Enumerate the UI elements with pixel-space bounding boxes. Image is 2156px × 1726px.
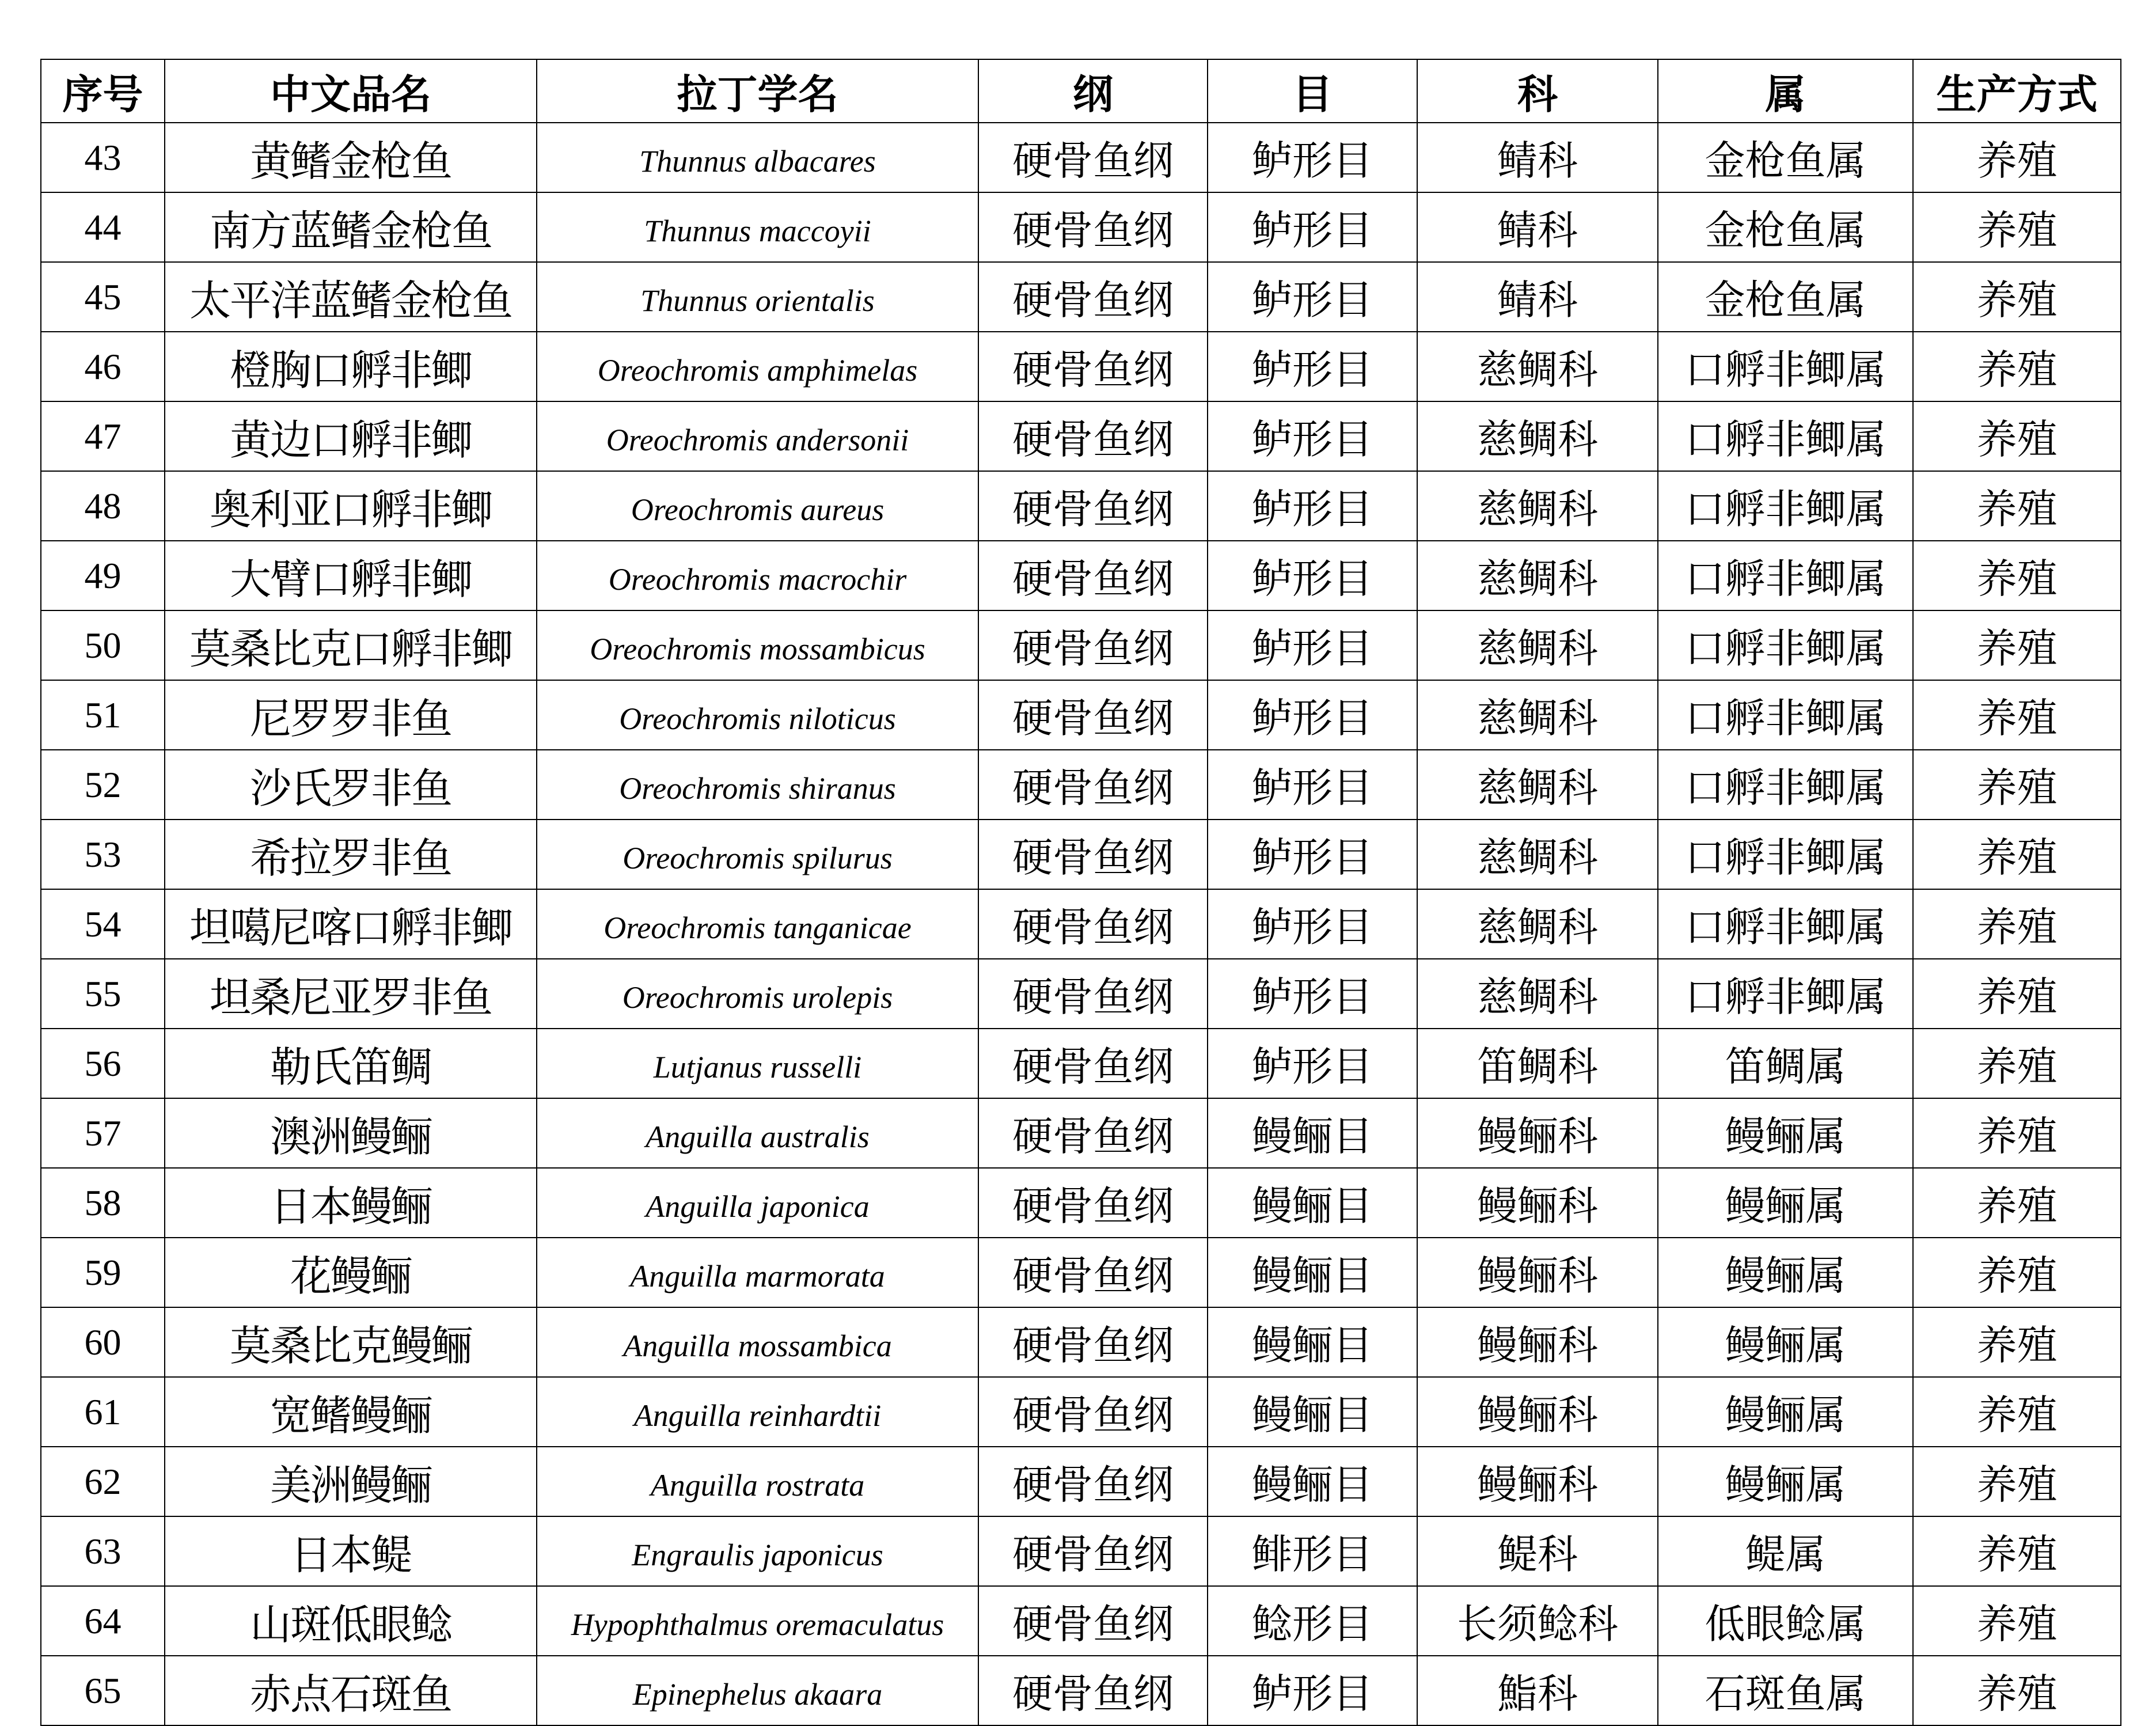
cell-latin-name: Thunnus maccoyii [537, 192, 978, 262]
cell-serial-number: 43 [41, 123, 165, 192]
table-row [41, 610, 2121, 680]
header-chinese-name: 中文品名 [165, 59, 537, 123]
cell-chinese-name: 大臂口孵非鲫 [165, 541, 537, 610]
cell-chinese-name: 赤点石斑鱼 [165, 1656, 537, 1725]
header-production-mode: 生产方式 [1913, 59, 2121, 123]
cell-genus: 口孵非鲫属 [1658, 959, 1913, 1029]
cell-production-mode: 养殖 [1913, 401, 2121, 471]
species-table-container [40, 59, 2120, 1726]
cell-latin-name: Oreochromis macrochir [537, 541, 978, 610]
table-row [41, 401, 2121, 471]
cell-order: 鲱形目 [1208, 1516, 1417, 1586]
header-class: 纲 [978, 59, 1208, 123]
cell-family: 慈鲷科 [1417, 750, 1658, 820]
table-row [41, 1377, 2121, 1447]
cell-latin-name: Thunnus albacares [537, 123, 978, 192]
cell-chinese-name: 希拉罗非鱼 [165, 820, 537, 889]
cell-latin-name: Engraulis japonicus [537, 1516, 978, 1586]
cell-serial-number: 63 [41, 1516, 165, 1586]
cell-chinese-name: 黄边口孵非鲫 [165, 401, 537, 471]
cell-production-mode: 养殖 [1913, 959, 2121, 1029]
cell-latin-name: Oreochromis spilurus [537, 820, 978, 889]
cell-chinese-name: 南方蓝鳍金枪鱼 [165, 192, 537, 262]
cell-family: 鳗鲡科 [1417, 1447, 1658, 1516]
cell-order: 鲈形目 [1208, 610, 1417, 680]
cell-chinese-name: 日本鳀 [165, 1516, 537, 1586]
cell-order: 鳗鲡目 [1208, 1447, 1417, 1516]
table-row [41, 471, 2121, 541]
header-row [41, 59, 2121, 123]
cell-family: 慈鲷科 [1417, 471, 1658, 541]
cell-chinese-name: 橙胸口孵非鲫 [165, 332, 537, 401]
cell-class: 硬骨鱼纲 [978, 401, 1208, 471]
cell-genus: 口孵非鲫属 [1658, 471, 1913, 541]
cell-class: 硬骨鱼纲 [978, 1029, 1208, 1098]
cell-latin-name: Oreochromis mossambicus [537, 610, 978, 680]
cell-serial-number: 61 [41, 1377, 165, 1447]
cell-family: 笛鲷科 [1417, 1029, 1658, 1098]
cell-family: 慈鲷科 [1417, 889, 1658, 959]
cell-latin-name: Epinephelus akaara [537, 1656, 978, 1725]
cell-production-mode: 养殖 [1913, 1516, 2121, 1586]
cell-family: 慈鲷科 [1417, 610, 1658, 680]
cell-order: 鲈形目 [1208, 1656, 1417, 1725]
cell-family: 鳗鲡科 [1417, 1307, 1658, 1377]
cell-class: 硬骨鱼纲 [978, 1586, 1208, 1656]
cell-order: 鳗鲡目 [1208, 1238, 1417, 1307]
cell-class: 硬骨鱼纲 [978, 1447, 1208, 1516]
cell-serial-number: 44 [41, 192, 165, 262]
cell-class: 硬骨鱼纲 [978, 889, 1208, 959]
table-body [41, 123, 2121, 1725]
cell-production-mode: 养殖 [1913, 332, 2121, 401]
table-row [41, 262, 2121, 332]
cell-genus: 鳀属 [1658, 1516, 1913, 1586]
cell-genus: 口孵非鲫属 [1658, 332, 1913, 401]
header-serial-number: 序号 [41, 59, 165, 123]
cell-order: 鲈形目 [1208, 541, 1417, 610]
cell-family: 长须鲶科 [1417, 1586, 1658, 1656]
species-table [40, 59, 2121, 1726]
cell-chinese-name: 莫桑比克口孵非鲫 [165, 610, 537, 680]
table-row [41, 889, 2121, 959]
header-family: 科 [1417, 59, 1658, 123]
cell-production-mode: 养殖 [1913, 889, 2121, 959]
table-row [41, 820, 2121, 889]
cell-chinese-name: 山斑低眼鲶 [165, 1586, 537, 1656]
cell-family: 鳗鲡科 [1417, 1377, 1658, 1447]
cell-serial-number: 65 [41, 1656, 165, 1725]
cell-production-mode: 养殖 [1913, 1098, 2121, 1168]
cell-production-mode: 养殖 [1913, 541, 2121, 610]
cell-production-mode: 养殖 [1913, 820, 2121, 889]
table-row [41, 1516, 2121, 1586]
cell-family: 鳗鲡科 [1417, 1098, 1658, 1168]
cell-family: 鲭科 [1417, 262, 1658, 332]
cell-genus: 口孵非鲫属 [1658, 750, 1913, 820]
cell-family: 鲭科 [1417, 192, 1658, 262]
cell-class: 硬骨鱼纲 [978, 541, 1208, 610]
table-row [41, 541, 2121, 610]
cell-order: 鲈形目 [1208, 471, 1417, 541]
cell-serial-number: 49 [41, 541, 165, 610]
cell-chinese-name: 黄鳍金枪鱼 [165, 123, 537, 192]
table-row [41, 1098, 2121, 1168]
cell-genus: 鳗鲡属 [1658, 1238, 1913, 1307]
cell-class: 硬骨鱼纲 [978, 1098, 1208, 1168]
cell-serial-number: 57 [41, 1098, 165, 1168]
cell-family: 慈鲷科 [1417, 680, 1658, 750]
cell-production-mode: 养殖 [1913, 610, 2121, 680]
cell-latin-name: Oreochromis tanganicae [537, 889, 978, 959]
cell-latin-name: Anguilla australis [537, 1098, 978, 1168]
cell-chinese-name: 日本鳗鲡 [165, 1168, 537, 1238]
cell-serial-number: 54 [41, 889, 165, 959]
cell-family: 鳀科 [1417, 1516, 1658, 1586]
cell-latin-name: Anguilla reinhardtii [537, 1377, 978, 1447]
table-row [41, 332, 2121, 401]
table-row [41, 123, 2121, 192]
cell-order: 鲈形目 [1208, 192, 1417, 262]
cell-genus: 金枪鱼属 [1658, 262, 1913, 332]
table-row [41, 1238, 2121, 1307]
cell-order: 鳗鲡目 [1208, 1307, 1417, 1377]
cell-production-mode: 养殖 [1913, 262, 2121, 332]
cell-production-mode: 养殖 [1913, 680, 2121, 750]
cell-latin-name: Oreochromis aureus [537, 471, 978, 541]
cell-production-mode: 养殖 [1913, 471, 2121, 541]
cell-latin-name: Anguilla mossambica [537, 1307, 978, 1377]
cell-production-mode: 养殖 [1913, 1656, 2121, 1725]
cell-class: 硬骨鱼纲 [978, 262, 1208, 332]
cell-chinese-name: 坦桑尼亚罗非鱼 [165, 959, 537, 1029]
table-row [41, 1586, 2121, 1656]
table-row [41, 192, 2121, 262]
cell-serial-number: 46 [41, 332, 165, 401]
table-row [41, 1029, 2121, 1098]
cell-class: 硬骨鱼纲 [978, 1377, 1208, 1447]
cell-production-mode: 养殖 [1913, 1586, 2121, 1656]
cell-order: 鳗鲡目 [1208, 1377, 1417, 1447]
cell-class: 硬骨鱼纲 [978, 610, 1208, 680]
cell-production-mode: 养殖 [1913, 750, 2121, 820]
cell-chinese-name: 花鳗鲡 [165, 1238, 537, 1307]
cell-family: 慈鲷科 [1417, 959, 1658, 1029]
cell-family: 鳗鲡科 [1417, 1168, 1658, 1238]
cell-order: 鲈形目 [1208, 332, 1417, 401]
header-latin-name: 拉丁学名 [537, 59, 978, 123]
cell-family: 慈鲷科 [1417, 541, 1658, 610]
cell-latin-name: Anguilla marmorata [537, 1238, 978, 1307]
cell-genus: 口孵非鲫属 [1658, 820, 1913, 889]
cell-chinese-name: 太平洋蓝鳍金枪鱼 [165, 262, 537, 332]
cell-class: 硬骨鱼纲 [978, 1307, 1208, 1377]
cell-serial-number: 62 [41, 1447, 165, 1516]
cell-serial-number: 64 [41, 1586, 165, 1656]
cell-genus: 口孵非鲫属 [1658, 541, 1913, 610]
cell-chinese-name: 坦噶尼喀口孵非鲫 [165, 889, 537, 959]
cell-production-mode: 养殖 [1913, 192, 2121, 262]
cell-production-mode: 养殖 [1913, 123, 2121, 192]
cell-chinese-name: 沙氏罗非鱼 [165, 750, 537, 820]
cell-production-mode: 养殖 [1913, 1307, 2121, 1377]
cell-order: 鲈形目 [1208, 889, 1417, 959]
cell-order: 鲈形目 [1208, 123, 1417, 192]
cell-chinese-name: 宽鳍鳗鲡 [165, 1377, 537, 1447]
cell-family: 慈鲷科 [1417, 401, 1658, 471]
cell-class: 硬骨鱼纲 [978, 959, 1208, 1029]
cell-order: 鳗鲡目 [1208, 1168, 1417, 1238]
cell-chinese-name: 尼罗罗非鱼 [165, 680, 537, 750]
cell-serial-number: 59 [41, 1238, 165, 1307]
cell-chinese-name: 澳洲鳗鲡 [165, 1098, 537, 1168]
cell-class: 硬骨鱼纲 [978, 471, 1208, 541]
cell-serial-number: 60 [41, 1307, 165, 1377]
cell-latin-name: Anguilla japonica [537, 1168, 978, 1238]
cell-serial-number: 56 [41, 1029, 165, 1098]
cell-order: 鲈形目 [1208, 750, 1417, 820]
cell-production-mode: 养殖 [1913, 1377, 2121, 1447]
header-order: 目 [1208, 59, 1417, 123]
cell-serial-number: 51 [41, 680, 165, 750]
cell-genus: 口孵非鲫属 [1658, 889, 1913, 959]
table-row [41, 1656, 2121, 1725]
cell-family: 慈鲷科 [1417, 820, 1658, 889]
cell-latin-name: Lutjanus russelli [537, 1029, 978, 1098]
cell-genus: 石斑鱼属 [1658, 1656, 1913, 1725]
cell-order: 鲈形目 [1208, 820, 1417, 889]
cell-class: 硬骨鱼纲 [978, 123, 1208, 192]
cell-chinese-name: 莫桑比克鳗鲡 [165, 1307, 537, 1377]
cell-order: 鲶形目 [1208, 1586, 1417, 1656]
cell-genus: 口孵非鲫属 [1658, 610, 1913, 680]
cell-family: 鲭科 [1417, 123, 1658, 192]
cell-order: 鲈形目 [1208, 401, 1417, 471]
cell-class: 硬骨鱼纲 [978, 1238, 1208, 1307]
cell-order: 鲈形目 [1208, 1029, 1417, 1098]
cell-genus: 鳗鲡属 [1658, 1307, 1913, 1377]
cell-class: 硬骨鱼纲 [978, 820, 1208, 889]
cell-family: 鳗鲡科 [1417, 1238, 1658, 1307]
cell-genus: 鳗鲡属 [1658, 1098, 1913, 1168]
cell-class: 硬骨鱼纲 [978, 1516, 1208, 1586]
table-row [41, 1447, 2121, 1516]
table-row [41, 750, 2121, 820]
cell-production-mode: 养殖 [1913, 1029, 2121, 1098]
table-row [41, 1168, 2121, 1238]
cell-chinese-name: 奥利亚口孵非鲫 [165, 471, 537, 541]
cell-serial-number: 55 [41, 959, 165, 1029]
cell-latin-name: Oreochromis urolepis [537, 959, 978, 1029]
cell-serial-number: 47 [41, 401, 165, 471]
cell-family: 慈鲷科 [1417, 332, 1658, 401]
cell-genus: 口孵非鲫属 [1658, 680, 1913, 750]
cell-class: 硬骨鱼纲 [978, 1168, 1208, 1238]
cell-genus: 金枪鱼属 [1658, 192, 1913, 262]
cell-latin-name: Thunnus orientalis [537, 262, 978, 332]
cell-latin-name: Hypophthalmus oremaculatus [537, 1586, 978, 1656]
table-row [41, 959, 2121, 1029]
cell-serial-number: 50 [41, 610, 165, 680]
cell-order: 鲈形目 [1208, 262, 1417, 332]
cell-serial-number: 52 [41, 750, 165, 820]
cell-class: 硬骨鱼纲 [978, 680, 1208, 750]
table-row [41, 1307, 2121, 1377]
cell-latin-name: Anguilla rostrata [537, 1447, 978, 1516]
cell-genus: 鳗鲡属 [1658, 1447, 1913, 1516]
cell-class: 硬骨鱼纲 [978, 192, 1208, 262]
cell-order: 鲈形目 [1208, 680, 1417, 750]
cell-chinese-name: 勒氏笛鲷 [165, 1029, 537, 1098]
cell-class: 硬骨鱼纲 [978, 1656, 1208, 1725]
cell-genus: 口孵非鲫属 [1658, 401, 1913, 471]
cell-latin-name: Oreochromis shiranus [537, 750, 978, 820]
cell-serial-number: 53 [41, 820, 165, 889]
table-row [41, 680, 2121, 750]
cell-latin-name: Oreochromis amphimelas [537, 332, 978, 401]
cell-genus: 低眼鲶属 [1658, 1586, 1913, 1656]
cell-genus: 笛鲷属 [1658, 1029, 1913, 1098]
cell-genus: 金枪鱼属 [1658, 123, 1913, 192]
cell-order: 鳗鲡目 [1208, 1098, 1417, 1168]
cell-production-mode: 养殖 [1913, 1447, 2121, 1516]
cell-latin-name: Oreochromis andersonii [537, 401, 978, 471]
cell-latin-name: Oreochromis niloticus [537, 680, 978, 750]
table-header [41, 59, 2121, 123]
cell-production-mode: 养殖 [1913, 1238, 2121, 1307]
cell-production-mode: 养殖 [1913, 1168, 2121, 1238]
cell-genus: 鳗鲡属 [1658, 1377, 1913, 1447]
cell-serial-number: 45 [41, 262, 165, 332]
cell-genus: 鳗鲡属 [1658, 1168, 1913, 1238]
cell-class: 硬骨鱼纲 [978, 750, 1208, 820]
cell-class: 硬骨鱼纲 [978, 332, 1208, 401]
header-genus: 属 [1658, 59, 1913, 123]
cell-family: 鮨科 [1417, 1656, 1658, 1725]
cell-serial-number: 48 [41, 471, 165, 541]
cell-order: 鲈形目 [1208, 959, 1417, 1029]
cell-serial-number: 58 [41, 1168, 165, 1238]
cell-chinese-name: 美洲鳗鲡 [165, 1447, 537, 1516]
